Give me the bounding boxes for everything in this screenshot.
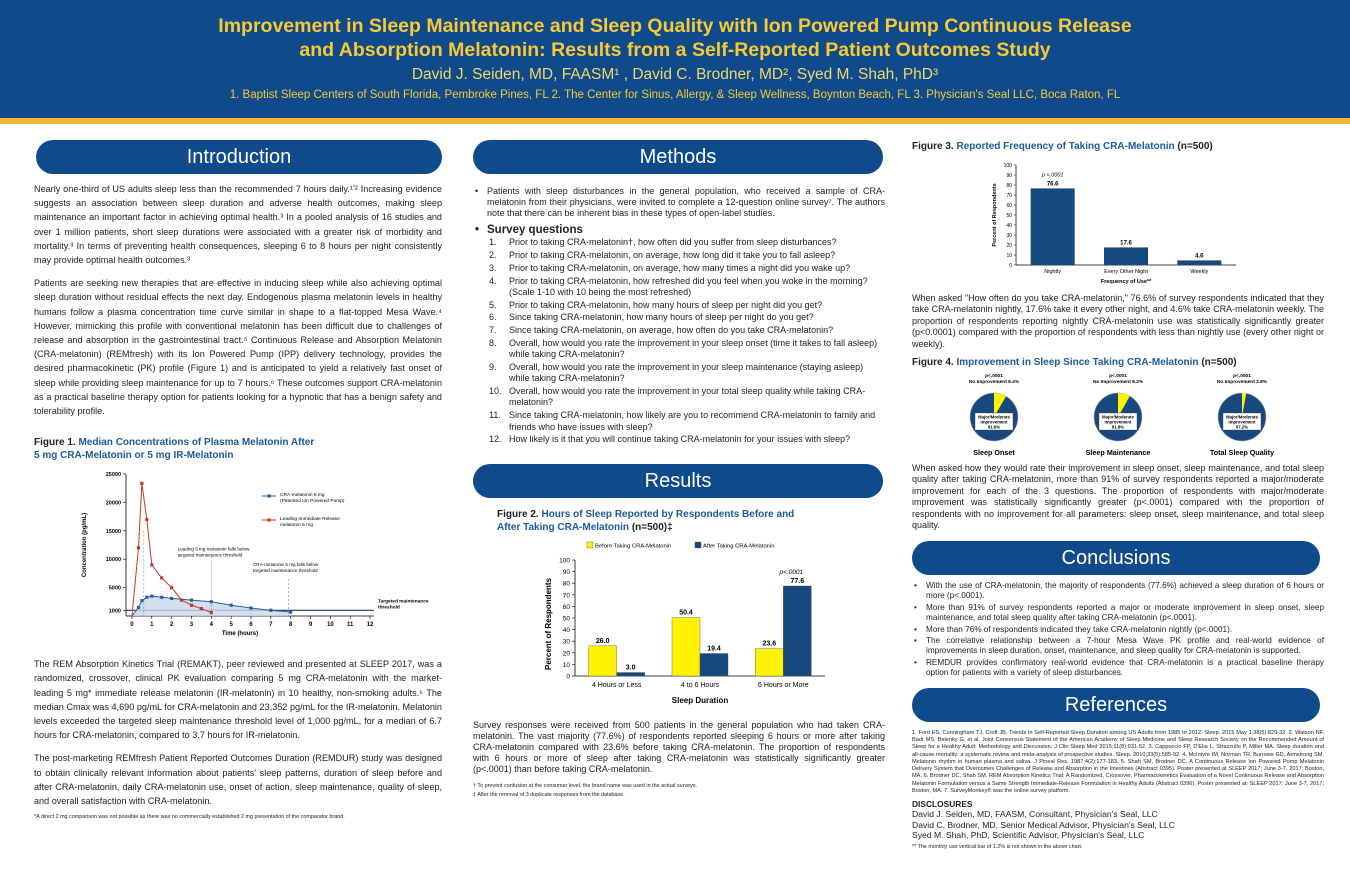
figure-2-chart <box>535 536 835 714</box>
y-tick-label: 40 <box>1006 223 1012 229</box>
affiliations: 1. Baptist Sleep Centers of South Florida, Pembroke Pines, FL 2. The Center for Sinus, Allergy, & Sleep Wellness, Boynton Beach, FL 3. Physician's Seal LLC, Boca Raton, FL <box>229 89 1121 101</box>
legend-label: melatonin 5 mg <box>280 523 313 529</box>
data-point <box>170 597 173 600</box>
x-tick-label: 0 <box>130 622 134 629</box>
x-tick-label: 6 <box>249 622 253 629</box>
x-tick-label: 4 to 6 Hours <box>680 681 720 689</box>
y-tick-label: 50 <box>1006 213 1012 219</box>
survey-question <box>473 300 885 311</box>
conclusions-heading: Conclusions <box>912 541 1320 575</box>
survey-questions-heading: • Survey questions <box>473 224 885 236</box>
figure-2-title-a: Hours of Sleep Reported by Respondents Before and <box>541 508 795 520</box>
x-tick-label: 6 Hours or More <box>758 681 809 689</box>
p-value-annotation: p <.0001 <box>1041 172 1064 179</box>
pie-no-improvement-label: No Improvement 2.8% <box>1216 380 1268 386</box>
data-point <box>150 595 153 598</box>
introduction-heading: Introduction <box>36 140 442 174</box>
bar <box>589 645 617 675</box>
data-point <box>145 518 148 521</box>
data-point <box>190 599 193 602</box>
y-tick-label: 30 <box>562 638 570 646</box>
survey-question-number: 12. <box>489 434 502 445</box>
figure-1-title-b: 5 mg CRA-Melatonin or 5 mg IR-Melatonin <box>34 450 234 462</box>
pie-p-value: p<.0001 <box>1109 374 1127 380</box>
y-tick-label: 90 <box>1006 173 1012 179</box>
y-tick-label: 0 <box>566 673 570 681</box>
intro-paragraph-1: Nearly one-third of US adults sleep less than the recommended 7 hours daily.¹ʼ² Increasing evidence suggests an association between sleep duration and adverse health outcomes, making sleep maintenance an important factor in achieving optimal health.³ In a pooled analysis of 16 studies and over 1 million patients, short sleep durations were associated with a greater risk of morbidity and mortality.³ In terms of preventing health consequences, sleeping 6 to 8 hours per night consistently may provide optimal health outcomes.³ <box>34 184 442 266</box>
pie-improvement-label: Improvement <box>1228 419 1256 425</box>
bar <box>1104 247 1148 265</box>
bar-value-label: 17.6 <box>1120 240 1132 247</box>
intro-paragraph-3: The REM Absorption Kinetics Trial (REMAKT), peer reviewed and presented at SLEEP 2017, was a randomized, crossover, clinical PK evaluation comparing 5 mg CRA-melatonin with the market-leading 5 mg* immediate release melatonin (IR-melatonin) in 10 healthy, non-smoking adults.⁶ The median Cmax was 4,690 pg/mL for CRA-melatonin and 23,352 pg/mL for the IR-melatonin. Melatonin levels exceeded the targeted sleep maintenance threshold level of 1,000 pg/mL, for a median of 6.7 hours for CRA-melatonin, compared to 3.7 hours for IR-melatonin. <box>34 659 442 741</box>
y-tick-label: 1000 <box>108 608 121 615</box>
methods-bullets <box>473 186 885 220</box>
legend-label: After Taking CRA-Melatonin <box>703 543 775 550</box>
data-point <box>160 596 163 599</box>
y-tick-label: 0 <box>1009 263 1012 269</box>
pie-no-improvement-label: No Improvement 8.4% <box>968 380 1020 386</box>
survey-question-text: Prior to taking CRA-melatonin, how many hours of sleep per night did you get? <box>509 299 823 310</box>
pie-improvement-label: Major/Moderate <box>1102 414 1134 420</box>
y-tick-label: 80 <box>1006 183 1012 189</box>
survey-question-text: Since taking CRA-melatonin, how likely are you to recommend CRA-melatonin to family and friends who have issues with sleep? <box>509 410 876 432</box>
y-tick-label: 10000 <box>105 557 121 564</box>
x-tick-label: Nightly <box>1044 269 1062 275</box>
conclusion-item: • More than 91% of survey respondents reported a major or moderate improvement in sleep onset, sleep maintenance, and total sleep quality after taking CRA-melatonin (p<.0001). <box>912 603 1324 623</box>
disclosure-item: Syed M. Shah, PhD, Scientific Advisor, Physician's Seal, LLC <box>912 830 1145 841</box>
bar <box>755 648 783 675</box>
x-axis-label: Time (hours) <box>221 631 259 638</box>
legend-label: Leading Immediate Release <box>280 517 340 523</box>
bar-value-label: 77.6 <box>790 577 805 585</box>
survey-question-text: Overall, how would you rate the improvement in your total sleep quality while taking CRA-melatonin? <box>509 386 866 408</box>
figure-2-label: Figure 2. <box>497 508 539 520</box>
poster-title <box>0 0 1350 62</box>
y-axis-label: Percent of Respondents <box>544 577 553 670</box>
x-tick-label: Every Other Night <box>1104 269 1148 275</box>
pie-no-improvement-label: No Improvement 8.2% <box>1092 380 1144 386</box>
disclosures-list <box>912 809 1324 840</box>
figure-4-text: When asked how they would rate their improvement in sleep onset, sleep maintenance, and total sleep quality after taking CRA-melatonin, more than 91% of survey respondents reported a major/moderate improvement for each of the 3 questions. The proportion of respondents with major/moderate improvement was statistically significantly greater (p<.0001) compared with the proportion of respondents with no improvement for all parameters: sleep onset, sleep maintenance, and total sleep quality. <box>912 463 1324 531</box>
x-tick-label: 8 <box>289 622 293 629</box>
bar-value-label: 3.0 <box>625 664 636 672</box>
poster-header <box>0 0 1350 118</box>
survey-questions-list <box>473 237 885 446</box>
survey-question-text: Overall, how would you rate the improvement in your sleep maintenance (staying asleep) while taking CRA-melatonin? <box>509 362 864 384</box>
column-figures-conclusions <box>912 138 1324 851</box>
y-tick-label: 15000 <box>105 529 121 536</box>
survey-question-number: 4. <box>489 275 497 286</box>
y-tick-label: 50 <box>562 615 570 623</box>
bar-value-label: 19.4 <box>707 645 721 653</box>
references-text: 1. Ford ES, Cunningham TJ, Croft JB. Trends in Self-Reported Sleep Duration among US Adults from 1985 to 2012. Sleep. 2015 May 1;38(5):829-32. 2. Watson NF, Badr MS, Belenky G, et al. Joint Consensus Statement of the American Academy of Sleep Medicine and Sleep Research Society on the Recommended Amount of Sleep for a Healthy Adult: Methodology and Discussion. J Clin Sleep Med 2015;11(8):931-52. 3. Cappuccio FP, D'Elia L, Strazzullo P, Miller MA. Sleep duration and all-cause mortality: a systematic review and meta-analysis of prospective studies. Sleep. 2010;33(5):585-92. 4. McIntyre IM, Norman TR, Burrows GD, Armstrong SM. Melatonin rhythm in human plasma and saliva. J Pineal Res. 1987;4(2):177-183. 5. Shah SM, Brodner DC. A Continuous Release Ion Powered Pump Melatonin Delivery System that Overcomes Challenges of Release and Absorption in the Intestines (Abstract 0395). Poster presented at SLEEP 2017; June 3-7, 2017; Boston, MA. 6. Brodner DC, Shah SM. REM Absorption Kinetics Trial: A Randomized, Crossover, Pharmacokinetics Evaluation of a Novel Continuous Release and Absorption Melatonin Formulation versus a Same Strength Immediate-Release Formulation in Healthy Adults (Abstract 0396). Poster presented at: SLEEP 2017; June 3-7, 2017; Boston, MA. 7. SurveyMonkey® was the online survey platform. <box>912 729 1324 795</box>
pie-improvement-label: 91.6% <box>987 424 1001 430</box>
disclosure-item: David J. Seiden, MD, FAASM, Consultant, Physician's Seal, LLC <box>912 809 1158 820</box>
pie-improvement-label: Major/Moderate <box>1226 414 1258 420</box>
survey-question-text: Prior to taking CRA-melatonin, how refreshed did you feel when you woke in the morning? (Scale 1-10 with 10 being the most refreshed) <box>509 275 868 297</box>
data-point <box>140 599 143 602</box>
y-tick-label: 90 <box>562 568 570 576</box>
x-tick-label: 4 <box>209 622 213 629</box>
column-introduction <box>34 140 442 821</box>
figure-4-title <box>912 356 1324 369</box>
x-tick-label: 1 <box>150 622 154 629</box>
survey-question-number: 6. <box>489 312 497 323</box>
figure-4-chart <box>932 371 1312 461</box>
pie-improvement-label: Improvement <box>980 419 1008 425</box>
y-axis-label: Concentration (pg/mL) <box>82 513 88 578</box>
bar <box>672 617 700 675</box>
pie-title: Total Sleep Quality <box>1209 448 1275 458</box>
x-tick-label: 5 <box>229 622 233 629</box>
bar-value-label: 4.6 <box>1195 253 1204 260</box>
y-tick-label: 5000 <box>108 585 121 592</box>
disclosure-item: David C. Brodner, MD, Senior Medical Advisor, Physician's Seal, LLC <box>912 819 1175 830</box>
pie-improvement-label: Improvement <box>1104 419 1132 425</box>
y-tick-label: 60 <box>1006 203 1012 209</box>
figure-3-chart <box>986 157 1246 289</box>
y-axis-label: Percent of Respondents <box>992 183 998 247</box>
survey-question-number: 11. <box>489 410 501 421</box>
legend-marker <box>268 495 271 498</box>
references-heading: References <box>912 688 1320 722</box>
y-tick-label: 20 <box>1006 243 1012 249</box>
data-point <box>180 599 183 602</box>
data-point <box>190 604 193 607</box>
y-tick-label: 25000 <box>105 472 121 479</box>
y-tick-label: 20000 <box>105 500 121 507</box>
legend-label: Before Taking CRA-Melatonin <box>595 543 672 550</box>
figure-3-title-text: Reported Frequency of Taking CRA-Melatonin <box>956 141 1175 152</box>
x-tick-label: 2 <box>169 622 174 629</box>
y-tick-label: 20 <box>562 649 570 657</box>
survey-question <box>473 338 885 361</box>
legend-label: CRA-melatonin 5 mg <box>280 493 325 499</box>
figure-1-chart <box>74 466 434 651</box>
y-tick-label: 60 <box>562 603 570 611</box>
legend-swatch <box>695 542 701 548</box>
survey-question-text: Prior to taking CRA-melatonin, on average, how long did it take you to fall asleep? <box>509 249 836 260</box>
pie-improvement-label: 97.2% <box>1235 424 1249 430</box>
survey-question <box>473 276 885 299</box>
data-point <box>170 586 173 589</box>
y-tick-label: 70 <box>1006 193 1012 199</box>
data-point <box>230 604 233 607</box>
references-footnote: ** The monthly use vertical bar of 1.2% is not shown in the above chart. <box>912 843 1083 850</box>
survey-question-number: 3. <box>489 262 497 273</box>
intro-footnote: *A direct 2 mg comparison was not possible as there was no commercially established 2 mg presentation of the comparator brand. <box>34 814 345 821</box>
pie-p-value: p<.0001 <box>985 374 1003 380</box>
x-tick-label: 12 <box>366 622 374 629</box>
y-tick-label: 10 <box>1006 253 1012 259</box>
methods-bullet: • Patients with sleep disturbances in the general population, who received a sample of CRA-melatonin from their physicians, were invited to complete a 12-question online survey⁷. The authors note that there can be inherent bias in these types of open-label studies. <box>473 186 885 220</box>
data-point <box>269 609 272 612</box>
survey-question <box>473 312 885 323</box>
survey-question <box>473 386 885 409</box>
x-tick-label: Weekly <box>1190 269 1209 275</box>
data-point <box>200 607 203 610</box>
bar <box>1031 188 1075 265</box>
pie-title: Sleep Maintenance <box>1085 448 1151 458</box>
survey-question-number: 1. <box>489 237 497 248</box>
bar <box>700 653 728 676</box>
data-point <box>160 577 163 580</box>
bar-value-label: 76.6 <box>1046 181 1059 188</box>
figure-3-text: When asked "How often do you take CRA-melatonin," 76.6% of survey respondents indicated that they take CRA-melatonin nightly, 17.6% take it every other night, and 4.6% take CRA-melatonin weekly. The proportion of respondents reporting nightly CRA-melatonin use was statistically significantly greater (p<0.0001) compared with the proportion of respondents with less than nightly use (every other night or weekly). <box>912 293 1324 349</box>
figure-3-title <box>912 140 1324 153</box>
annotation: Leading 5 mg melatonin falls below <box>177 546 250 552</box>
survey-question <box>473 434 885 445</box>
data-point <box>137 606 140 609</box>
survey-question-text: Prior to taking CRA-melatonin, on average, how many times a night did you wake up? <box>509 262 851 273</box>
data-point <box>289 611 292 614</box>
survey-question-number: 10. <box>489 386 502 397</box>
methods-heading: Methods <box>473 140 883 174</box>
intro-paragraph-2: Patients are seeking new therapies that are effective in inducing sleep while also achieving optimal sleep duration without residual effects the next day. Endogenous plasma melatonin levels in healthy humans follow a plasma concentration time curve similar in shape to a flat-topped Mesa Wave.⁴ However, mimicking this profile with conventional melatonin has been difficult due to challenges of release and absorption in the gastrointestinal tract.⁵ Continuous Release and Absorption Melatonin (CRA-melatonin) (REMfresh) with its Ion Powered Pump (IPP) delivery technology, provides the desired pharmacokinetic (PK) profile (Figure 1) and is anticipated to yield a relatively fast onset of sleep while providing sleep maintenance for up to 7 hours.⁶ These outcomes support CRA-melatonin as a practical baseline therapy option for patients looking for a hypnotic that has a benign safety and tolerability profile. <box>34 278 442 417</box>
title-line-1: Improvement in Sleep Maintenance and Sleep Quality with Ion Powered Pump Continuous Release <box>218 15 1132 37</box>
survey-question-text: How likely is it that you will continue taking CRA-melatonin for your issues with sleep? <box>509 434 851 445</box>
data-point <box>150 564 153 567</box>
annotation: targeted maintenance threshold <box>252 568 318 574</box>
figure-3-n: (n=500) <box>1177 141 1213 152</box>
figure-3-label: Figure 3. <box>912 141 954 152</box>
x-tick-label: 9 <box>308 622 313 629</box>
figure-4-n: (n=500) <box>1201 357 1237 369</box>
data-point <box>249 607 252 610</box>
title-line-2: and Absorption Melatonin: Results from a Self-Reported Patient Outcomes Study <box>299 39 1051 61</box>
results-heading: Results <box>473 464 883 498</box>
conclusion-item: • More than 76% of respondents indicated they take CRA-melatonin nightly (p<.0001). <box>912 625 1324 635</box>
bar <box>1177 260 1221 265</box>
survey-question-text: Prior to taking CRA-melatonin†, how often did you suffer from sleep disturbances? <box>509 237 837 248</box>
conclusion-item: • REMDUR provides confirmatory real-world evidence that CRA-melatonin is a practical baseline therapy option for patients with a variety of sleep disturbances. <box>912 658 1324 678</box>
survey-question <box>473 263 885 274</box>
y-tick-label: 80 <box>562 580 570 588</box>
x-axis-label: Sleep Duration <box>671 695 729 705</box>
gold-divider <box>0 118 1350 124</box>
figure-2-title <box>497 508 885 534</box>
conclusion-item: • With the use of CRA-melatonin, the majority of respondents (77.6%) achieved a sleep duration of 6 hours or more (p<.0001). <box>912 581 1324 601</box>
conclusion-item: • The correlative relationship between a 7-hour Mesa Wave PK profile and real-world evidence of improvements in sleep duration, onset, maintenance, and sleep quality for CRA-melatonin is supported. <box>912 636 1324 656</box>
survey-question-text: Overall, how would you rate the improvement in your sleep onset (time it takes to fall asleep) while taking CRA-melatonin? <box>509 337 878 360</box>
pie-improvement-label: Major/Moderate <box>978 414 1010 420</box>
disclosures-heading: DISCLOSURES <box>912 799 973 810</box>
authors: David J. Seiden, MD, FAASM¹ , David C. Brodner, MD², Syed M. Shah, PhD³ <box>411 66 939 83</box>
survey-question-text: Since taking CRA-melatonin, how many hours of sleep per night do you get? <box>509 312 814 323</box>
y-tick-label: 100 <box>1003 163 1012 169</box>
figure-2-title-b: After Taking CRA-Melatonin <box>497 521 630 533</box>
y-tick-label: 10 <box>562 661 570 669</box>
survey-question <box>473 237 885 248</box>
survey-question <box>473 250 885 261</box>
figure-1-label: Figure 1. <box>34 437 76 449</box>
bar <box>617 672 645 675</box>
survey-question-number: 5. <box>489 299 497 310</box>
results-footnote-2: ‡ After the removal of 3 duplicate responses from the database. <box>473 791 625 798</box>
legend-swatch <box>587 542 593 548</box>
column-methods-results <box>473 140 885 799</box>
x-tick-label: 3 <box>189 622 194 629</box>
data-point <box>145 596 148 599</box>
survey-question-number: 8. <box>489 337 497 348</box>
figure-4-title-text: Improvement in Sleep Since Taking CRA-Melatonin <box>956 357 1199 369</box>
x-tick-label: 7 <box>269 622 273 629</box>
bar <box>783 586 811 676</box>
survey-question <box>473 325 885 336</box>
pie-p-value: p<.0001 <box>1233 374 1251 380</box>
p-value-annotation: p<.0001 <box>779 568 804 576</box>
results-footnote-1: † To prevent confusion at the consumer level, the brand name was used in the actual surveys. <box>473 782 698 789</box>
figure-2-n: (n=500)‡ <box>631 521 673 533</box>
threshold-label: Targeted maintenance <box>378 599 429 605</box>
results-text: Survey responses were received from 500 patients in the general population who had taken CRA-melatonin. The vast majority (77.6%) of respondents reported sleeping 6 hours or more after taking CRA-melatonin compared with 23.6% before taking CRA-melatonin. The proportion of respondents with 6 hours or more of sleep after taking CRA-melatonin was statistically significantly greater (p<.0001) than before taking CRA-melatonin. <box>473 719 885 775</box>
annotation: targeted maintenance threshold <box>177 552 243 558</box>
figure-1-title-a: Median Concentrations of Plasma Melatonin After <box>78 437 315 449</box>
threshold-label: threshold <box>378 605 400 611</box>
survey-question <box>473 410 885 433</box>
bar-value-label: 26.0 <box>595 637 610 645</box>
pie-improvement-label: 91.8% <box>1111 424 1125 430</box>
x-tick-label: 11 <box>347 622 354 629</box>
bar-value-label: 50.4 <box>679 609 693 617</box>
survey-question-number: 7. <box>489 325 497 336</box>
annotation: CRA-melatonin 5 mg falls below <box>252 562 319 568</box>
survey-question-number: 9. <box>489 362 497 373</box>
x-axis-label: Frequency of Use** <box>1100 279 1152 285</box>
x-tick-label: 4 Hours or Less <box>591 681 642 689</box>
data-point <box>140 482 143 485</box>
data-point <box>137 546 140 549</box>
survey-question-text: Since taking CRA-melatonin, on average, how often do you take CRA-melatonin? <box>509 325 834 336</box>
legend-marker <box>268 519 271 522</box>
bar-value-label: 23.6 <box>762 640 777 648</box>
x-tick-label: 10 <box>327 622 334 629</box>
legend-label: (Patented Ion Powered Pump) <box>280 499 345 505</box>
survey-question-number: 2. <box>489 249 497 260</box>
y-tick-label: 30 <box>1006 233 1012 239</box>
figure-4-label: Figure 4. <box>912 357 954 369</box>
figure-1-title <box>34 436 442 462</box>
survey-question <box>473 362 885 385</box>
y-tick-label: 70 <box>562 591 570 599</box>
intro-paragraph-4: The post-marketing REMfresh Patient Reported Outcomes Duration (REMDUR) study was designed to obtain clinically relevant information about patients' sleep patterns, duration of sleep before and after CRA-melatonin, daily CRA-melatonin use, onset of action, sleep maintenance, quality of sleep, and overall satisfaction with CRA-melatonin. <box>34 753 442 807</box>
pie-title: Sleep Onset <box>973 448 1015 458</box>
y-tick-label: 40 <box>562 626 570 634</box>
y-tick-label: 100 <box>559 557 570 565</box>
conclusions-list <box>912 581 1324 677</box>
